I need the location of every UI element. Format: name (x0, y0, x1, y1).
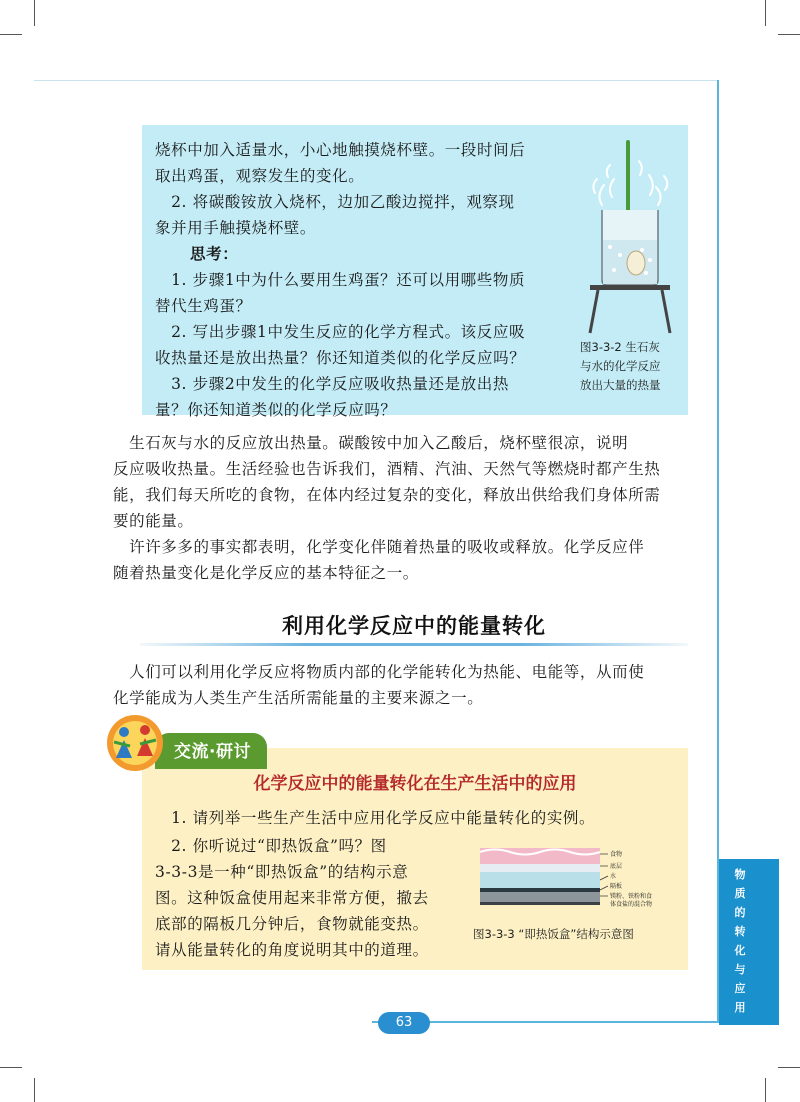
side-tab-char: 与 (734, 963, 746, 976)
crop-mark (0, 1067, 22, 1068)
people-logo-icon (104, 712, 166, 774)
discussion-line: 图。这种饭盒使用起来非常方便，撤去 (155, 889, 429, 907)
caption-line: 图3-3-2 生石灰 (580, 340, 660, 354)
activity-line: 烧杯中加入适量水，小心地触摸烧杯壁。一段时间后 (155, 141, 526, 159)
crop-mark (765, 0, 766, 26)
label-layer: 底层 (610, 863, 623, 870)
discussion-line: 底部的隔板几分钟后，食物就能变热。 (155, 915, 429, 933)
section-line: 人们可以利用化学反应将物质内部的化学能转化为热能、电能等，从而使 (113, 663, 645, 681)
discussion-subtitle: 化学反应中的能量转化在生产生活中的应用 (253, 774, 577, 794)
question-line: 替代生鸡蛋？ (155, 297, 252, 315)
side-tab-char: 物 (734, 868, 746, 881)
section-line: 化学能成为人类生产生活所需能量的主要来源之一。 (113, 689, 484, 707)
label-mixture-2: 体食盐的混合物 (610, 901, 653, 908)
section-divider (140, 643, 688, 646)
figure-caption (580, 338, 661, 395)
label-food: 食物 (610, 851, 623, 858)
think-label: 思考： (190, 245, 239, 263)
crop-mark (778, 34, 800, 35)
side-tab-char: 用 (734, 1001, 746, 1014)
side-tab-char: 的 (734, 906, 746, 919)
lunchbox-figure (470, 838, 680, 918)
discussion-tab-label: 交流·研讨 (174, 742, 251, 762)
question-line: 1. 步骤1中为什么要用生鸡蛋？还可以用哪些物质 (155, 271, 526, 289)
label-water: 水 (610, 873, 617, 880)
crop-mark (778, 1067, 800, 1068)
body-line: 能，我们每天所吃的食物，在体内经过复杂的变化，释放出供给我们身体所需 (113, 486, 661, 504)
figure-caption-2: 图3-3-3 “即热饭盒”结构示意图 (473, 927, 634, 941)
question-line: 量？你还知道类似的化学反应吗？ (155, 401, 397, 419)
side-tab-char: 化 (734, 944, 746, 957)
crop-mark (765, 1078, 766, 1102)
body-line: 随着热量变化是化学反应的基本特征之一。 (113, 564, 419, 582)
caption-line: 放出大量的热量 (580, 378, 661, 392)
section-title: 利用化学反应中的能量转化 (282, 614, 546, 638)
discussion-line: 3-3-3是一种“即热饭盒”的结构示意 (155, 863, 409, 881)
crop-mark (34, 1078, 35, 1102)
body-line: 反应吸收热量。生活经验也告诉我们，酒精、汽油、天然气等燃烧时都产生热 (113, 460, 661, 478)
side-tab-char: 质 (734, 887, 746, 900)
body-line: 要的能量。 (113, 512, 194, 530)
body-line: 许许多多的事实都表明，化学变化伴随着热量的吸收或释放。化学反应伴 (113, 538, 645, 556)
page-frame-top (34, 80, 719, 81)
body-line: 生石灰与水的反应放出热量。碳酸铵中加入乙酸后，烧杯壁很凉，说明 (113, 434, 629, 452)
beaker-figure (580, 135, 680, 335)
side-tab-char: 转 (734, 925, 746, 938)
question-line: 收热量还是放出热量？你还知道类似的化学反应吗？ (155, 349, 526, 367)
label-mixture: 镁粉、铁粉和食 (610, 893, 653, 900)
page-number: 63 (378, 1012, 430, 1034)
caption-line: 与水的化学反应 (580, 359, 661, 373)
question-line: 2. 写出步骤1中发生反应的化学方程式。该反应吸 (155, 323, 526, 341)
discussion-line: 2. 你听说过“即热饭盒”吗？图 (155, 837, 387, 855)
crop-mark (34, 0, 35, 26)
label-partition: 隔板 (610, 883, 623, 890)
activity-line: 象并用手触摸烧杯壁。 (155, 219, 317, 237)
activity-line: 取出鸡蛋，观察发生的变化。 (155, 167, 365, 185)
crop-mark (0, 34, 22, 35)
activity-line: 2. 将碳酸铵放入烧杯，边加乙酸边搅拌，观察现 (155, 193, 515, 211)
question-line: 3. 步骤2中发生的化学反应吸收热量还是放出热 (155, 375, 509, 393)
side-tab-char: 应 (734, 982, 746, 995)
discussion-line: 请从能量转化的角度说明其中的道理。 (155, 941, 429, 959)
discussion-q1: 1. 请列举一些生产生活中应用化学反应中能量转化的实例。 (155, 809, 596, 827)
